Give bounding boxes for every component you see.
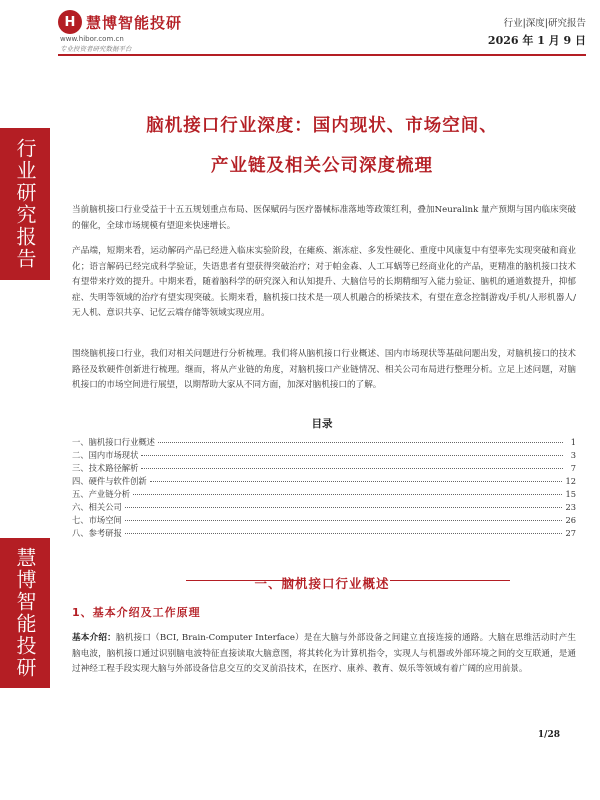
summary-paragraph-2: 产品端，短期来看，运动解码产品已经进入临床实验阶段，在瘫痪、渐冻症、多发性硬化、重度中风康复中有望率先实现突破和商业化；语言解码已经完成科学验证，失语患者有望获得突破治疗；对于帕金森、人工耳蜗等已经商业化的产品，更精准的脑机接口技术有望带来疗效的提升。中期来看，随着脑科学的研究深入和认知提升、大脑信号的长期精细写入能力验证、脑机的通道数提升，抑郁症、失明等领域的治疗有望实现突破。长期来看，脑机接口技术是一项人机融合的桥梁技术，有望在意念控制游戏/手机/人形机器人/无人机、意识共享、记忆云端存储等领域实现应用。	[72, 246, 576, 319]
title-line-1: 脑机接口行业深度：国内现状、市场空间、	[146, 116, 498, 136]
toc-item[interactable]	[72, 436, 576, 449]
logo[interactable]	[58, 6, 198, 53]
toc-item-label: 五、产业链分析	[72, 489, 131, 499]
logo-slogan: 专业投资者研究数据平台	[60, 45, 132, 53]
toc-item[interactable]	[72, 501, 576, 514]
toc-item-page: 15	[565, 489, 576, 499]
page-header	[58, 6, 590, 53]
logo-icon: H	[58, 10, 82, 34]
toc-leader	[158, 442, 563, 443]
toc-leader	[141, 455, 563, 456]
title-line-2: 产业链及相关公司深度梳理	[211, 156, 433, 176]
toc-item-page: 1	[570, 437, 576, 447]
table-of-contents	[72, 436, 576, 540]
toc-item-page: 7	[570, 463, 576, 473]
toc-item-label: 三、技术路径解析	[72, 463, 139, 473]
toc-item[interactable]	[72, 488, 576, 501]
toc-leader	[125, 533, 563, 534]
page-title	[58, 106, 586, 186]
header-divider	[58, 54, 586, 56]
summary-paragraph-3: 围绕脑机接口行业，我们对相关问题进行分析梳理。我们将从脑机接口行业概述、国内市场现状等基础问题出发，对脑机接口的技术路径及软硬件创新进行梳理。继而，将从产业链的角度，对脑机接口产业链情况、相关公司布局进行整理分析。立足上述问题，对脑机接口的市场空间进行展望，以期帮助大家从不同方面，加深对脑机接口的了解。	[72, 349, 576, 391]
toc-item-page: 27	[565, 528, 576, 538]
report-type: 行业|深度|研究报告	[503, 18, 586, 29]
toc-item[interactable]	[72, 475, 576, 488]
toc-item-label: 七、市场空间	[72, 515, 122, 525]
summary-paragraph-1: 当前脑机接口行业受益于十五五规划重点布局、医保赋码与医疗器械标准落地等政策红利，叠加Neuralink 量产预期与国内临床突破的催化，全球市场规模有望迎来快速增长。	[72, 205, 576, 231]
sidebar-bottom-block	[0, 538, 50, 688]
toc-item-label: 一、脑机接口行业概述	[72, 437, 155, 447]
report-date: 2026 年 1 月 9 日	[487, 34, 586, 47]
toc-leader	[141, 468, 563, 469]
toc-leader	[133, 494, 562, 495]
logo-name: 慧博智能投研	[86, 14, 183, 32]
toc-item-label: 六、相关公司	[72, 502, 122, 512]
toc-item-page: 23	[565, 502, 576, 512]
toc-item-label: 二、国内市场现状	[72, 450, 139, 460]
intro-text: 脑机接口（BCI, Brain-Computer Interface）是在大脑与外部设备之间建立直接连接的通路。大脑在思维活动时产生脑电波，脑机接口通过识别脑电波特征直接读取大脑意图，将其转化为计算机指令，实现人与机器或外部环境之间的交互联通，是通过神经工程手段实现大脑与外部设备信息交互的交叉前沿技术，在医疗、康养、教育、娱乐等领域有着广阔的应用前景。	[72, 633, 576, 675]
left-sidebar	[0, 0, 50, 800]
toc-leader	[150, 481, 563, 482]
toc-leader	[125, 520, 563, 521]
toc-item-label: 八、参考研报	[72, 528, 122, 538]
section-rule-right	[390, 580, 510, 581]
toc-item-page: 3	[570, 450, 576, 460]
page-number: 1/28	[537, 730, 560, 740]
toc-item[interactable]	[72, 449, 576, 462]
toc-item-page: 26	[565, 515, 576, 525]
logo-url[interactable]: www.hibor.com.cn	[60, 35, 124, 43]
toc-item-page: 12	[565, 476, 576, 486]
intro-label: 基本介绍：	[72, 633, 116, 643]
sidebar-top-label: 行业研究报告	[13, 138, 37, 270]
sidebar-top-block	[0, 128, 50, 280]
section-heading: 一、脑机接口行业概述	[254, 576, 390, 591]
toc-title: 目录	[311, 418, 333, 430]
toc-leader	[125, 507, 563, 508]
toc-item[interactable]	[72, 527, 576, 540]
toc-item-label: 四、硬件与软件创新	[72, 476, 147, 486]
toc-item[interactable]	[72, 514, 576, 527]
toc-item[interactable]	[72, 462, 576, 475]
sidebar-bottom-label: 慧博智能投研	[13, 547, 37, 679]
intro-paragraph	[72, 631, 576, 678]
sub-heading: 1、基本介绍及工作原理	[72, 606, 201, 619]
